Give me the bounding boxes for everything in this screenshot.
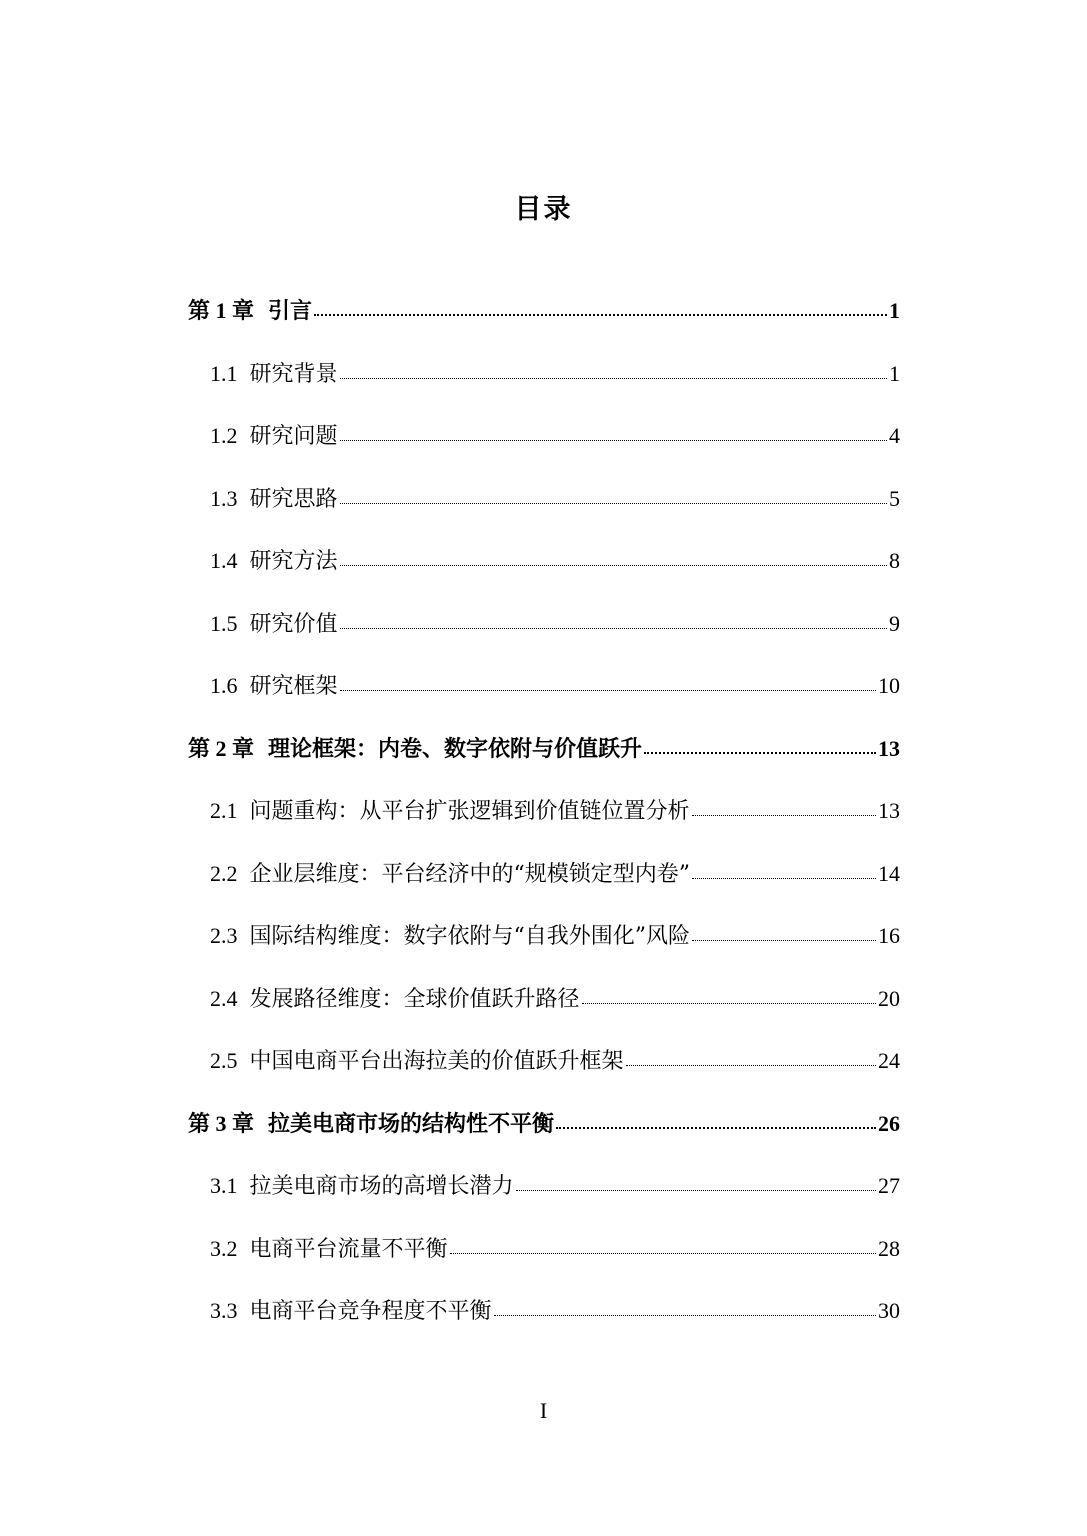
toc-chapter-entry[interactable]	[188, 731, 900, 794]
toc-entry-number: 3.1	[210, 1173, 238, 1198]
toc-section-entry[interactable]	[188, 918, 900, 981]
toc-section-entry[interactable]	[188, 543, 900, 606]
toc-entry-number: 2.1	[210, 798, 238, 823]
toc-entry-title: 问题重构：从平台扩张逻辑到价值链位置分析	[249, 799, 690, 824]
toc-dot-leader	[340, 548, 887, 568]
toc-entry-title: 研究方法	[249, 549, 338, 574]
toc-section-entry[interactable]	[188, 668, 900, 731]
toc-page-number: 30	[878, 1298, 900, 1323]
toc-dot-leader	[516, 1173, 876, 1193]
toc-page-number: 27	[878, 1173, 900, 1198]
page-title: 目录	[514, 194, 573, 225]
toc-entry-title: 研究思路	[249, 486, 338, 512]
toc-section-entry[interactable]	[188, 1293, 900, 1356]
toc-entry-number: 1.1	[210, 360, 238, 386]
toc-entry-number: 1.2	[210, 423, 238, 448]
toc-section-entry[interactable]	[188, 1043, 900, 1106]
toc-page-number: 13	[878, 735, 900, 761]
toc-page-number: 8	[889, 548, 900, 573]
toc-section-entry[interactable]	[188, 981, 900, 1044]
toc-entry-number: 3.2	[210, 1235, 238, 1261]
toc-entry-title: 中国电商平台出海拉美的价值跃升框架	[249, 1049, 624, 1074]
toc-entry-title: 研究问题	[249, 424, 338, 449]
toc-entry-title: 电商平台流量不平衡	[249, 1236, 448, 1262]
toc-dot-leader	[340, 673, 876, 693]
toc-entry-number: 第 2 章	[188, 735, 255, 761]
table-of-contents	[188, 293, 900, 1356]
toc-entry-number: 2.3	[210, 923, 238, 948]
toc-dot-leader	[340, 361, 887, 381]
toc-section-entry[interactable]	[188, 418, 900, 481]
toc-dot-leader	[644, 736, 876, 756]
toc-dot-leader	[582, 986, 876, 1006]
toc-section-entry[interactable]	[188, 793, 900, 856]
toc-dot-leader	[494, 1298, 876, 1318]
toc-entry-number: 1.6	[210, 673, 238, 698]
toc-chapter-entry[interactable]	[188, 1106, 900, 1169]
toc-entry-number: 1.4	[210, 548, 238, 573]
toc-dot-leader	[692, 923, 876, 943]
toc-dot-leader	[626, 1048, 876, 1068]
toc-entry-number: 1.3	[210, 485, 238, 511]
toc-page-number: 20	[878, 985, 900, 1011]
toc-entry-title: 电商平台竞争程度不平衡	[249, 1299, 492, 1324]
toc-entry-title: 国际结构维度：数字依附与“自我外围化”风险	[249, 924, 690, 949]
toc-dot-leader	[340, 423, 887, 443]
toc-page-number: 1	[889, 360, 900, 386]
toc-entry-title: 拉美电商市场的高增长潜力	[249, 1174, 514, 1199]
toc-entry-title: 研究背景	[249, 361, 338, 387]
toc-page-number: 9	[889, 610, 900, 636]
toc-page-number: 14	[878, 860, 900, 886]
toc-page-number: 16	[878, 923, 900, 948]
toc-section-entry[interactable]	[188, 356, 900, 419]
toc-entry-title: 研究框架	[249, 674, 338, 699]
toc-section-entry[interactable]	[188, 1168, 900, 1231]
toc-entry-title: 研究价值	[249, 611, 338, 637]
toc-entry-title: 拉美电商市场的结构性不平衡	[268, 1110, 555, 1137]
toc-entry-number: 2.5	[210, 1048, 238, 1073]
toc-page-number: 4	[889, 423, 900, 448]
toc-page-number: 24	[878, 1048, 900, 1073]
toc-section-entry[interactable]	[188, 856, 900, 919]
toc-entry-title: 发展路径维度：全球价值跃升路径	[249, 986, 580, 1012]
toc-dot-leader	[314, 298, 887, 318]
toc-chapter-entry[interactable]	[188, 293, 900, 356]
toc-page-number: 10	[878, 673, 900, 698]
toc-page-number: 13	[878, 798, 900, 823]
toc-dot-leader	[340, 486, 887, 506]
toc-entry-number: 2.4	[210, 985, 238, 1011]
toc-entry-number: 第 3 章	[188, 1110, 255, 1136]
toc-dot-leader	[340, 611, 887, 631]
toc-entry-title: 理论框架：内卷、数字依附与价值跃升	[268, 735, 643, 762]
toc-dot-leader	[692, 798, 876, 818]
toc-page-number: 26	[878, 1110, 900, 1136]
toc-entry-title: 企业层维度：平台经济中的“规模锁定型内卷”	[249, 861, 690, 887]
page-number-footer: I	[539, 1398, 548, 1423]
toc-page-number: 1	[889, 298, 900, 323]
toc-section-entry[interactable]	[188, 481, 900, 544]
toc-entry-title: 引言	[268, 298, 313, 324]
toc-section-entry[interactable]	[188, 606, 900, 669]
toc-page-number: 5	[889, 485, 900, 511]
toc-dot-leader	[556, 1111, 876, 1131]
toc-dot-leader	[450, 1236, 876, 1256]
toc-section-entry[interactable]	[188, 1231, 900, 1294]
toc-dot-leader	[692, 861, 876, 881]
toc-entry-number: 2.2	[210, 860, 238, 886]
toc-entry-number: 1.5	[210, 610, 238, 636]
toc-page-number: 28	[878, 1235, 900, 1261]
toc-entry-number: 第 1 章	[188, 298, 255, 323]
toc-entry-number: 3.3	[210, 1298, 238, 1323]
